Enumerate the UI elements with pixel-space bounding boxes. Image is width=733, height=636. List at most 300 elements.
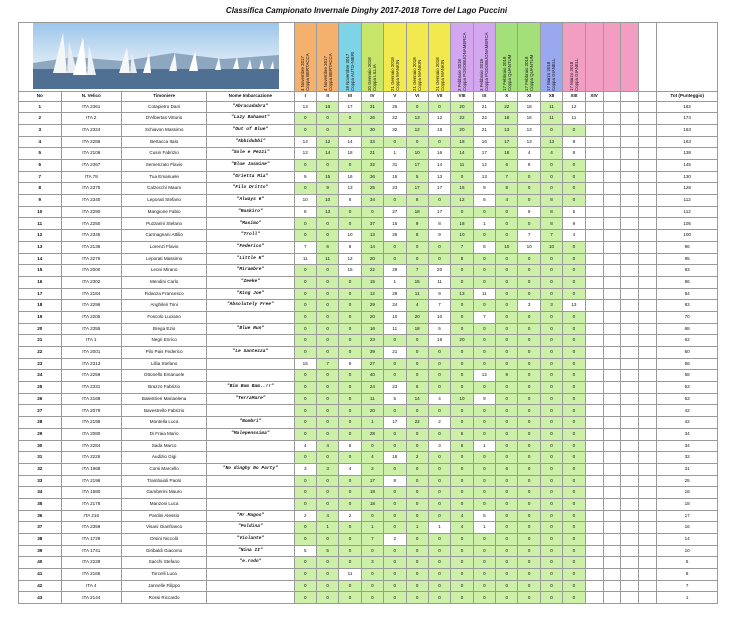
score-cell [639, 475, 657, 487]
race-label [457, 27, 467, 91]
score-cell: 0 [384, 522, 406, 534]
score-cell: 0 [563, 498, 585, 510]
score-cell: 0 [518, 522, 540, 534]
score-cell [639, 101, 657, 113]
rank-cell: 23 [19, 358, 62, 370]
score-cell: 8 [496, 183, 518, 195]
race-cup: Coppa QUANTUM [506, 54, 512, 91]
score-cell: 11 [316, 253, 338, 265]
sail-number-cell: ITA 2079 [61, 405, 121, 417]
boat-name-cell [207, 452, 294, 464]
score-cell: 21 [473, 124, 495, 136]
score-cell: 7 [428, 300, 450, 312]
score-cell: 0 [428, 534, 450, 546]
score-cell: 0 [518, 405, 540, 417]
score-cell: 0 [428, 592, 450, 604]
score-cell: 20 [451, 335, 473, 347]
score-cell [621, 452, 639, 464]
total-cell: 1 [657, 592, 718, 604]
sail-number-cell: ITA 2184 [61, 288, 121, 300]
score-cell: 21 [473, 101, 495, 113]
score-cell: 0 [563, 522, 585, 534]
score-cell: 0 [563, 183, 585, 195]
score-cell: 0 [473, 358, 495, 370]
score-cell: 0 [339, 288, 361, 300]
col-sail: N. Velico [61, 91, 121, 101]
score-cell: 0 [518, 557, 540, 569]
score-cell [621, 101, 639, 113]
score-cell: 9 [473, 183, 495, 195]
race-cup: Coppa LILLIA [372, 63, 378, 91]
sail-number-cell: ITA 1729 [61, 534, 121, 546]
score-cell [621, 288, 639, 300]
sail-number-cell: ITA 2375 [61, 183, 121, 195]
score-cell [585, 534, 603, 546]
boat-name-cell: "TerraMare" [207, 393, 294, 405]
score-cell: 1 [384, 148, 406, 160]
score-cell [585, 335, 603, 347]
race-label [502, 27, 512, 91]
score-cell: 0 [563, 475, 585, 487]
race-date: 3 Febbraio 2018 [479, 58, 485, 91]
score-cell: 0 [406, 370, 428, 382]
helmsman-cell: Balestrieri Mariaelena [122, 393, 207, 405]
score-cell: 0 [406, 347, 428, 359]
score-cell: 33 [361, 136, 383, 148]
score-cell [639, 580, 657, 592]
score-cell: 8 [384, 475, 406, 487]
score-cell: 0 [518, 545, 540, 557]
score-cell: 0 [428, 428, 450, 440]
score-cell [603, 101, 621, 113]
score-cell: 0 [518, 265, 540, 277]
score-cell [639, 335, 657, 347]
score-cell: 0 [540, 580, 562, 592]
score-cell: 0 [563, 276, 585, 288]
score-cell: 13 [428, 171, 450, 183]
table-row [19, 498, 718, 510]
score-cell: 9 [428, 230, 450, 242]
col-race: I [294, 91, 316, 101]
total-cell: 130 [657, 171, 718, 183]
race-header [563, 23, 585, 92]
score-cell: 0 [540, 171, 562, 183]
score-cell [621, 171, 639, 183]
table-row [19, 113, 718, 125]
score-cell [603, 487, 621, 499]
score-cell: 34 [361, 195, 383, 207]
score-cell: 0 [294, 522, 316, 534]
score-cell: 18 [451, 136, 473, 148]
score-cell [585, 253, 603, 265]
score-cell [639, 545, 657, 557]
score-cell [585, 160, 603, 172]
score-cell [621, 358, 639, 370]
score-cell: 0 [406, 487, 428, 499]
boat-name-cell [207, 311, 294, 323]
race-label [592, 27, 597, 91]
score-cell [603, 171, 621, 183]
score-cell [585, 195, 603, 207]
score-cell: 12 [316, 136, 338, 148]
boat-name-cell: "Le Santezza" [207, 347, 294, 359]
score-cell [639, 592, 657, 604]
score-cell: 7 [406, 265, 428, 277]
score-cell: 0 [294, 592, 316, 604]
total-cell: 17 [657, 510, 718, 522]
race-label [390, 27, 400, 91]
score-cell [621, 218, 639, 230]
table-row [19, 101, 718, 113]
score-cell [639, 171, 657, 183]
rank-cell: 22 [19, 347, 62, 359]
score-cell: 7 [518, 230, 540, 242]
score-cell: 0 [294, 288, 316, 300]
score-cell: 0 [496, 545, 518, 557]
sail-number-cell: ITA 2136 [61, 241, 121, 253]
score-cell [621, 463, 639, 475]
table-row [19, 347, 718, 359]
boat-name-cell: "Filo Dritto" [207, 183, 294, 195]
score-cell: 0 [428, 405, 450, 417]
boat-name-cell: "Violante" [207, 534, 294, 546]
score-cell: 0 [384, 195, 406, 207]
score-cell: 0 [339, 347, 361, 359]
score-cell: 0 [316, 393, 338, 405]
score-cell [585, 557, 603, 569]
helmsman-cell: Cusin Fabrizio [122, 148, 207, 160]
score-cell: 0 [473, 557, 495, 569]
score-cell: 39 [361, 347, 383, 359]
score-cell: 0 [540, 417, 562, 429]
table-row [19, 382, 718, 394]
helmsman-cell: Corsi Marcello [122, 463, 207, 475]
score-cell [639, 487, 657, 499]
sail-number-cell: ITA 1968 [61, 463, 121, 475]
total-cell: 32 [657, 452, 718, 464]
score-cell: 7 [540, 230, 562, 242]
score-cell: 8 [406, 195, 428, 207]
score-cell: 0 [294, 393, 316, 405]
score-cell [603, 463, 621, 475]
sail-number-cell: ITA 2000 [61, 265, 121, 277]
score-cell: 0 [518, 288, 540, 300]
score-cell [585, 487, 603, 499]
sail-number-cell: ITA 2367 [61, 160, 121, 172]
score-cell [603, 276, 621, 288]
race-date: 4 Novembre 2017 [300, 55, 306, 91]
table-row [19, 311, 718, 323]
table-row [19, 370, 718, 382]
score-cell: 0 [316, 160, 338, 172]
col-boat: Nome Imbarcazione [207, 91, 294, 101]
score-cell [639, 323, 657, 335]
score-cell [639, 417, 657, 429]
score-cell: 0 [316, 498, 338, 510]
score-cell: 0 [518, 323, 540, 335]
score-cell [603, 569, 621, 581]
score-cell: 0 [451, 545, 473, 557]
helmsman-cell: Lillia Stefano [122, 358, 207, 370]
score-cell: 0 [496, 522, 518, 534]
rank-cell: 16 [19, 276, 62, 288]
race-header [316, 23, 338, 92]
score-cell: 0 [384, 463, 406, 475]
score-cell: 2 [428, 417, 450, 429]
score-cell: 0 [473, 253, 495, 265]
score-cell: 0 [316, 311, 338, 323]
score-cell: 9 [563, 218, 585, 230]
score-cell [603, 113, 621, 125]
score-cell [621, 311, 639, 323]
score-cell: 18 [384, 452, 406, 464]
score-cell: 0 [316, 452, 338, 464]
score-cell: 0 [496, 358, 518, 370]
score-cell: 0 [473, 428, 495, 440]
score-cell: 0 [384, 592, 406, 604]
score-cell [621, 323, 639, 335]
score-cell: 0 [339, 335, 361, 347]
race-header [603, 23, 621, 92]
score-cell: 0 [406, 534, 428, 546]
score-cell: 0 [294, 475, 316, 487]
score-cell: 22 [384, 113, 406, 125]
score-cell [621, 522, 639, 534]
score-cell [585, 265, 603, 277]
score-cell: 0 [361, 592, 383, 604]
sail-number-cell: ITA 2178 [61, 498, 121, 510]
race-date: 18 Novembre 2017 [344, 53, 350, 91]
sail-number-cell: ITA 78 [61, 171, 121, 183]
sail-number-cell: ITA 2313 [61, 358, 121, 370]
score-cell [585, 218, 603, 230]
score-cell: 0 [518, 452, 540, 464]
score-cell [585, 428, 603, 440]
score-cell: 0 [406, 335, 428, 347]
score-cell: 0 [473, 230, 495, 242]
total-cell: 34 [657, 428, 718, 440]
score-cell [639, 428, 657, 440]
score-cell [621, 405, 639, 417]
score-cell: 0 [518, 195, 540, 207]
score-cell: 23 [384, 183, 406, 195]
score-cell: 0 [339, 487, 361, 499]
score-cell: 8 [473, 241, 495, 253]
score-cell: 0 [518, 592, 540, 604]
score-cell: 0 [339, 428, 361, 440]
sail-number-cell: ITA 2226 [61, 452, 121, 464]
score-cell: 14 [428, 160, 450, 172]
score-cell: 0 [339, 405, 361, 417]
helmsman-cell: Sacchi Stefano [122, 557, 207, 569]
score-cell [639, 113, 657, 125]
score-cell: 0 [316, 124, 338, 136]
score-cell [639, 382, 657, 394]
race-cup: Coppa GIANELL [551, 57, 557, 91]
score-cell: 2 [406, 452, 428, 464]
score-cell: 3 [540, 300, 562, 312]
score-cell: 0 [384, 405, 406, 417]
total-cell: 96 [657, 241, 718, 253]
score-cell: 13 [473, 171, 495, 183]
score-cell: 0 [473, 417, 495, 429]
score-cell [585, 171, 603, 183]
score-cell: 0 [451, 463, 473, 475]
helmsman-cell: Ottonello Emanuele [122, 370, 207, 382]
score-cell: 0 [428, 195, 450, 207]
score-cell: 0 [563, 440, 585, 452]
score-cell: 0 [451, 311, 473, 323]
score-cell [603, 534, 621, 546]
score-cell: 15 [294, 358, 316, 370]
score-cell: 13 [540, 136, 562, 148]
helmsman-cell: Mendini Carlo [122, 276, 207, 288]
helmsman-cell: Brazzo Fabrizio [122, 382, 207, 394]
score-cell: 31 [384, 160, 406, 172]
sail-number-cell: ITA 1741 [61, 545, 121, 557]
score-cell: 5 [384, 393, 406, 405]
race-cup: Coppa BERTACCA [327, 52, 333, 91]
score-cell: 0 [451, 569, 473, 581]
score-cell: 0 [339, 475, 361, 487]
score-cell: 0 [540, 124, 562, 136]
score-cell: 8 [540, 195, 562, 207]
score-cell: 16 [361, 323, 383, 335]
score-cell [639, 534, 657, 546]
rank-cell: 19 [19, 311, 62, 323]
table-row [19, 288, 718, 300]
score-cell [603, 370, 621, 382]
score-cell: 3 [294, 463, 316, 475]
race-label [345, 27, 355, 91]
sail-number-cell: ITA 2259 [61, 370, 121, 382]
score-cell: 0 [563, 452, 585, 464]
rank-cell: 39 [19, 545, 62, 557]
score-cell [639, 510, 657, 522]
rank-cell: 15 [19, 265, 62, 277]
race-cup: Coppa BERTACCA [305, 52, 311, 91]
score-cell [621, 160, 639, 172]
total-cell: 18 [657, 498, 718, 510]
score-cell: 11 [428, 276, 450, 288]
sail-number-cell: ITA 2296 [61, 300, 121, 312]
score-cell [621, 148, 639, 160]
score-cell: 24 [384, 300, 406, 312]
helmsman-cell: Anghileri Toni [122, 300, 207, 312]
score-cell: 0 [428, 545, 450, 557]
score-cell: 8 [540, 206, 562, 218]
score-cell [621, 393, 639, 405]
sail-number-cell: ITA 2284 [61, 440, 121, 452]
score-cell [639, 463, 657, 475]
rank-cell: 42 [19, 580, 62, 592]
score-cell [621, 428, 639, 440]
score-cell: 1 [473, 440, 495, 452]
total-cell: 6 [657, 557, 718, 569]
score-cell: 0 [451, 580, 473, 592]
score-cell: 25 [384, 101, 406, 113]
score-cell: 23 [384, 382, 406, 394]
score-cell [585, 358, 603, 370]
score-cell [585, 393, 603, 405]
column-header-row [19, 91, 718, 101]
score-cell: 8 [518, 160, 540, 172]
score-cell: 0 [294, 534, 316, 546]
score-cell: 0 [316, 323, 338, 335]
score-cell: 0 [540, 428, 562, 440]
score-cell: 0 [496, 253, 518, 265]
score-cell: 4 [316, 510, 338, 522]
score-cell [621, 253, 639, 265]
score-cell: 0 [428, 498, 450, 510]
score-cell: 12 [361, 288, 383, 300]
score-cell [621, 300, 639, 312]
total-cell: 53 [657, 382, 718, 394]
score-cell [603, 498, 621, 510]
score-cell: 0 [339, 557, 361, 569]
score-cell: 0 [339, 206, 361, 218]
score-cell: 0 [294, 557, 316, 569]
table-row [19, 136, 718, 148]
boat-name-cell: "Blue Run" [207, 323, 294, 335]
score-cell: 4 [451, 510, 473, 522]
col-race [621, 91, 639, 101]
rank-cell: 28 [19, 417, 62, 429]
score-cell: 5 [451, 428, 473, 440]
boat-name-cell: "Abbidubbi" [207, 136, 294, 148]
score-cell: 6 [451, 440, 473, 452]
race-header [361, 23, 383, 92]
score-cell: 20 [361, 311, 383, 323]
race-header-row [19, 23, 718, 92]
score-cell [585, 288, 603, 300]
score-cell: 22 [451, 113, 473, 125]
rank-cell: 1 [19, 101, 62, 113]
rank-cell: 6 [19, 160, 62, 172]
score-cell [603, 253, 621, 265]
boat-name-cell: "Absolutely Free" [207, 300, 294, 312]
sail-number-cell: ITA 2106 [61, 148, 121, 160]
boat-name-cell: "Masimo" [207, 218, 294, 230]
race-date: 4 Novembre 2017 [322, 55, 328, 91]
score-cell: 0 [339, 323, 361, 335]
score-cell: 17 [428, 206, 450, 218]
score-cell: 6 [339, 195, 361, 207]
score-cell: 0 [473, 347, 495, 359]
table-row [19, 487, 718, 499]
score-cell: 0 [518, 475, 540, 487]
score-cell: 0 [339, 592, 361, 604]
score-cell: 0 [473, 452, 495, 464]
sail-number-cell: ITA 2250 [61, 218, 121, 230]
score-cell [621, 498, 639, 510]
table-row [19, 510, 718, 522]
table-row [19, 206, 718, 218]
score-cell: 0 [563, 311, 585, 323]
score-cell [639, 230, 657, 242]
score-cell: 0 [518, 417, 540, 429]
race-date: 17 Febbraio 2018 [501, 56, 507, 91]
score-cell [621, 592, 639, 604]
col-race: IX [473, 91, 495, 101]
rank-cell: 32 [19, 463, 62, 475]
score-cell: 1 [361, 417, 383, 429]
boat-name-cell [207, 440, 294, 452]
col-helm: Timoniere [122, 91, 207, 101]
score-cell: 0 [540, 288, 562, 300]
score-cell [603, 160, 621, 172]
page-title: Classifica Campionato Invernale Dinghy 2017-2018 Torre del Lago Puccini [225, 6, 508, 15]
